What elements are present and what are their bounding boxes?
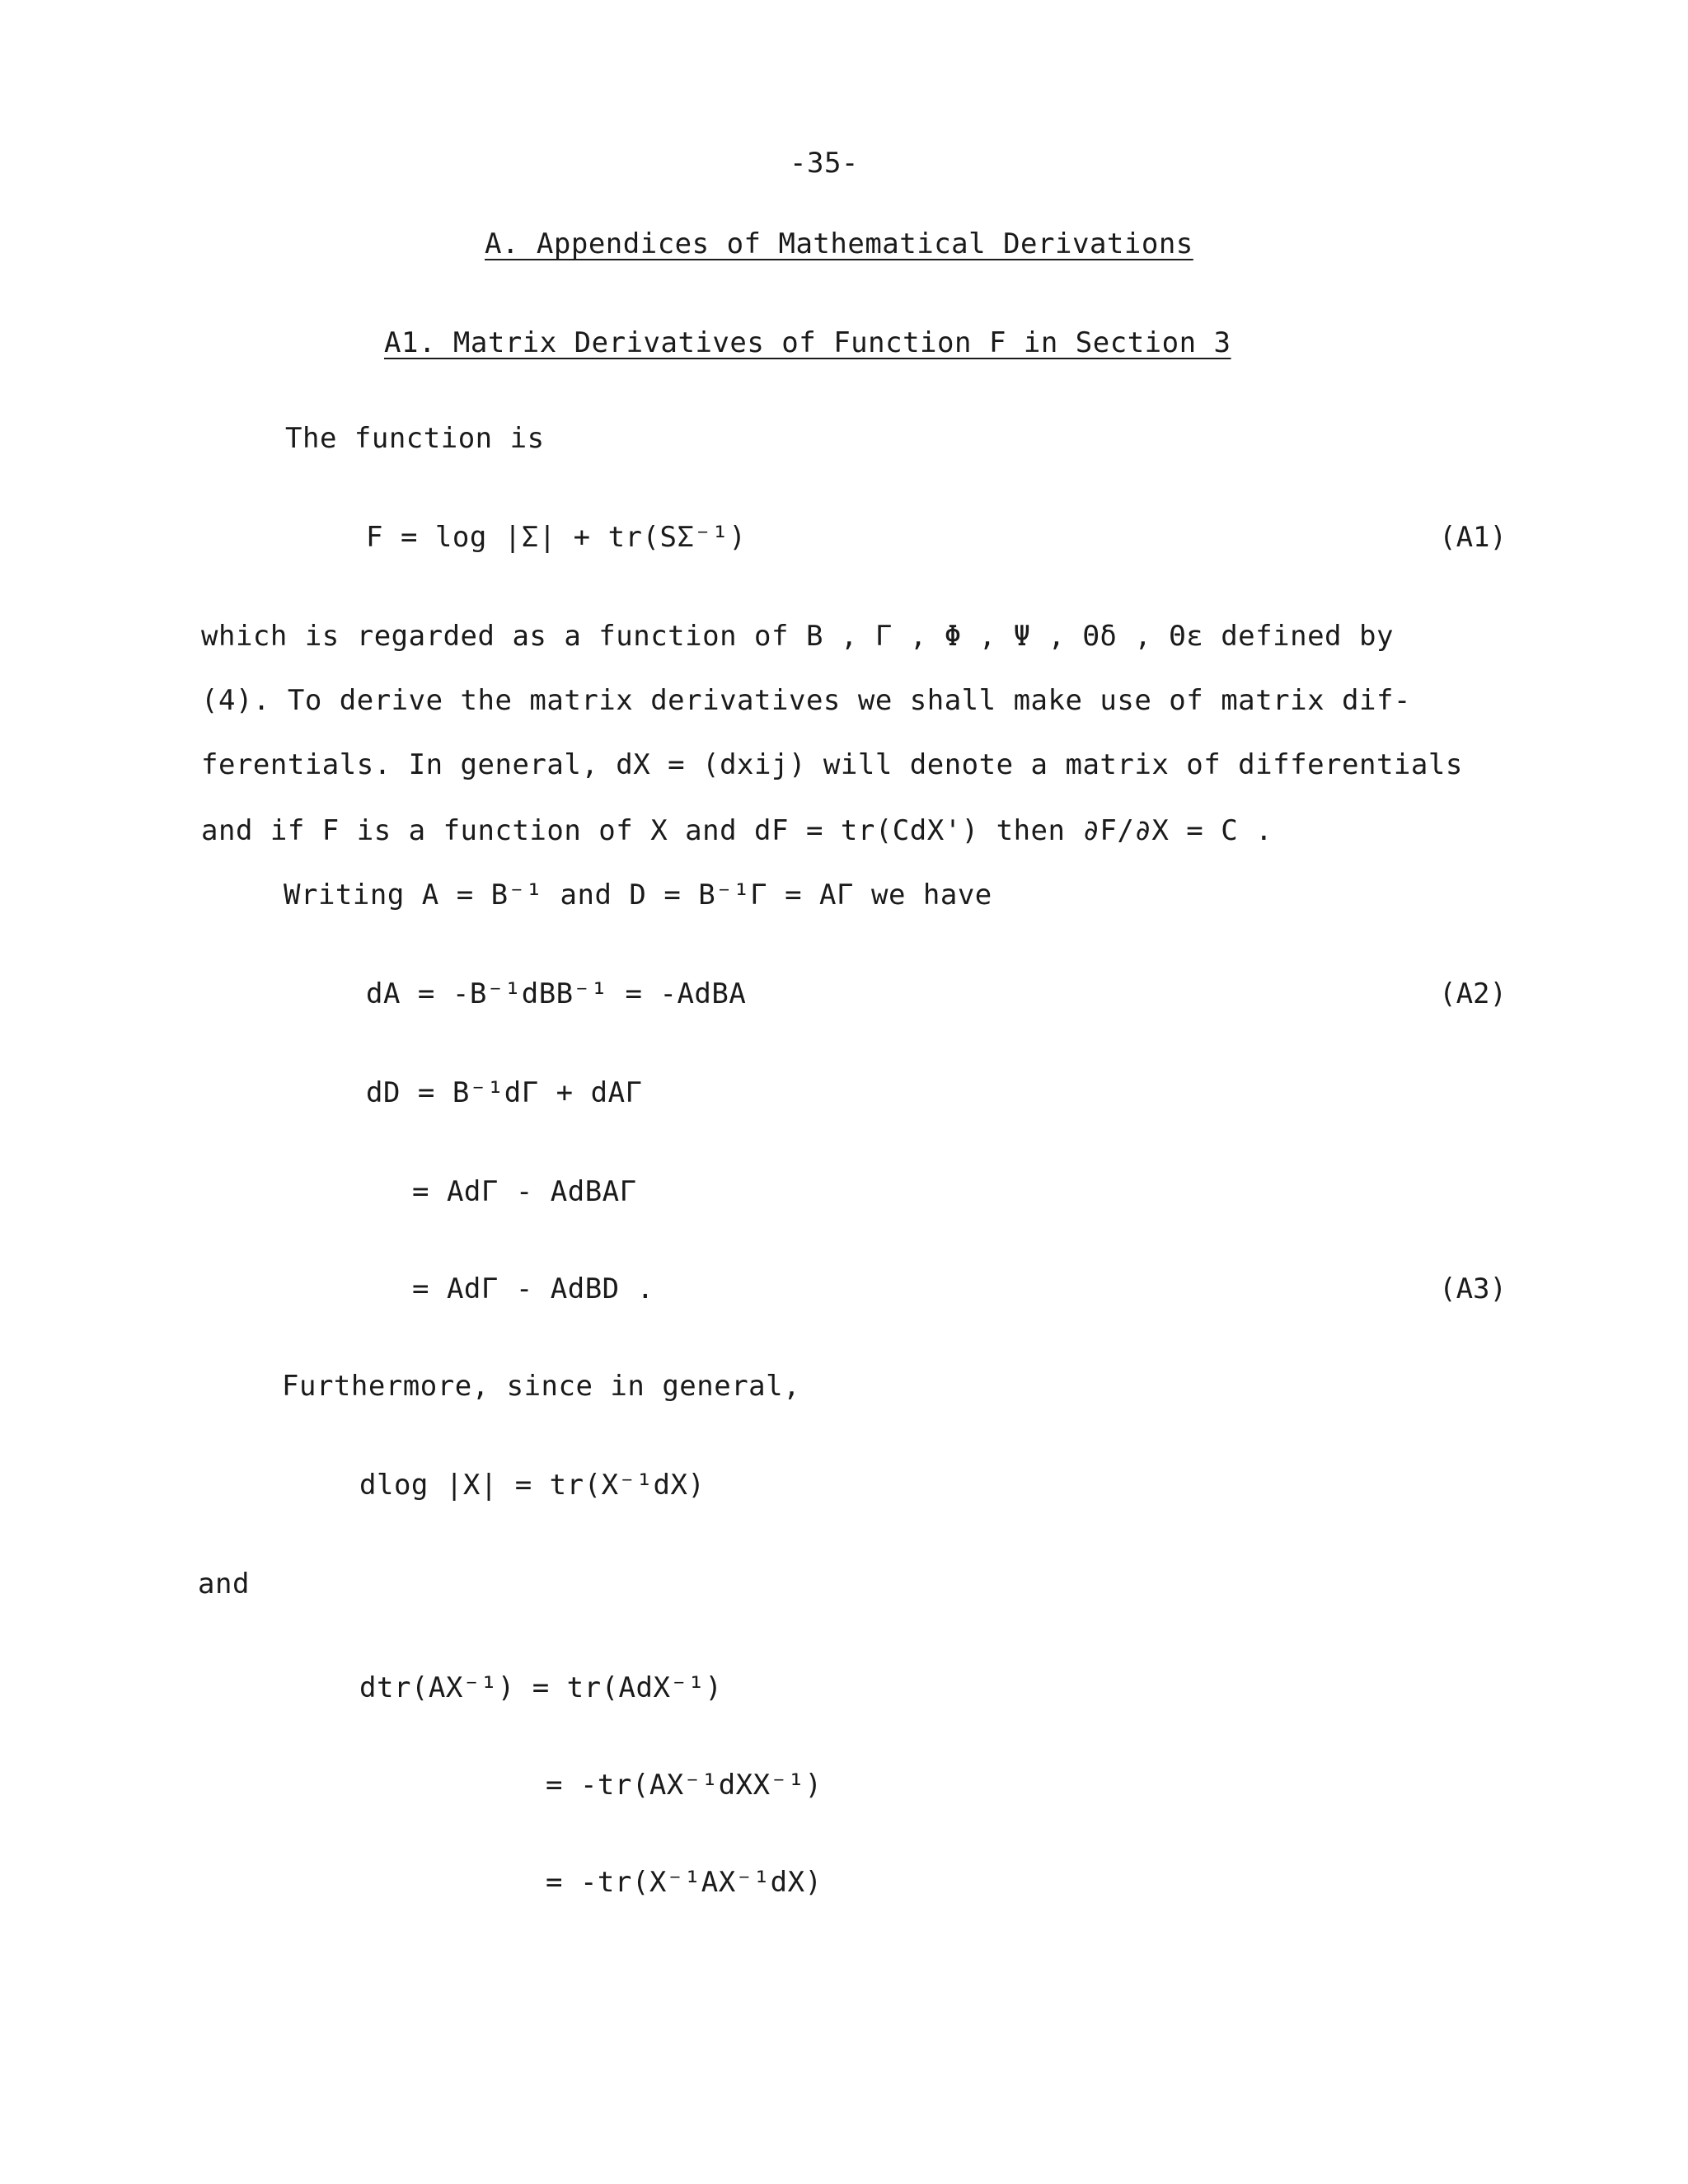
paragraph-line-2: (4). To derive the matrix derivatives we shall make use of matrix dif- — [201, 684, 1411, 717]
furthermore-text: Furthermore, since in general, — [282, 1370, 801, 1403]
writing-line: Writing A = B⁻¹ and D = B⁻¹Γ = AΓ we have — [284, 879, 992, 912]
equation-a3-line-2: = AdΓ - AdBAΓ — [412, 1175, 637, 1208]
paragraph-line-1: which is regarded as a function of B , Γ , Φ , Ψ , Θδ , Θε defined by — [201, 620, 1394, 653]
equation-dlog: dlog |X| = tr(X⁻¹dX) — [359, 1469, 706, 1502]
appendix-heading: A. Appendices of Mathematical Derivations — [485, 227, 1193, 260]
page-number: -35- — [790, 147, 859, 180]
equation-dtr-line-3: = -tr(X⁻¹AX⁻¹dX) — [546, 1866, 823, 1899]
equation-a1: F = log |Σ| + tr(SΣ⁻¹) — [366, 521, 747, 554]
equation-a3-line-1: dD = B⁻¹dΓ + dAΓ — [366, 1076, 643, 1109]
equation-dtr-line-1: dtr(AX⁻¹) = tr(AdX⁻¹) — [359, 1671, 723, 1704]
equation-label-a2: (A2) — [1439, 977, 1507, 1010]
equation-dtr-line-2: = -tr(AX⁻¹dXX⁻¹) — [546, 1769, 823, 1802]
intro-text: The function is — [285, 422, 545, 455]
equation-a2: dA = -B⁻¹dBB⁻¹ = -AdBA — [366, 977, 747, 1010]
equation-label-a3: (A3) — [1439, 1272, 1507, 1305]
section-heading: A1. Matrix Derivatives of Function F in Section 3 — [384, 326, 1231, 359]
equation-a3-line-3: = AdΓ - AdBD . — [412, 1272, 654, 1305]
paragraph-line-3: ferentials. In general, dX = (dxij) will denote a matrix of differentials — [201, 748, 1463, 781]
equation-label-a1: (A1) — [1439, 521, 1507, 554]
paragraph-line-4: and if F is a function of X and dF = tr(CdX') then ∂F/∂X = C . — [201, 814, 1273, 847]
and-text: and — [198, 1568, 250, 1601]
